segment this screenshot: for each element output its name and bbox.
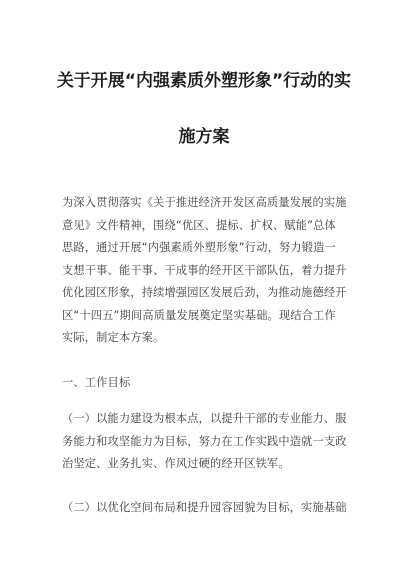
intro-line: 思路，通过开展“内强素质外塑形象”行动，努力锻造一 [62, 241, 336, 254]
intro-line: 优化园区形象，持续增强园区发展后劲，为推动施德经开 [62, 286, 347, 299]
goal-item-2 [62, 497, 362, 520]
goal-item-1-line: （一）以能力建设为根本点，以提升干部的专业能力、服 [62, 412, 347, 425]
goal-item-2-line: （二）以优化空间布局和提升园容园貌为目标，实施基础 [62, 501, 347, 514]
section-heading-work-goals [62, 372, 362, 395]
goal-item-1 [62, 408, 362, 476]
document-title-line-1: 关于开展“内强素质外塑形象”行动的实 [56, 71, 352, 91]
intro-line: 实际，制定本方案。 [62, 331, 165, 344]
goal-item-1-line: 务能力和攻坚能力为目标，努力在工作实践中造就一支政 [62, 434, 347, 448]
intro-paragraph [62, 192, 362, 350]
intro-line: 意见》文件精神，围绕“优区、提标、扩权、赋能”总体 [62, 218, 336, 232]
section-heading-text: 一、工作目标 [62, 376, 131, 389]
goal-item-1-line: 治坚定、业务扎实、作风过硬的经开区铁军。 [62, 457, 290, 470]
intro-line: 为深入贯彻落实《关于推进经济开发区高质量发展的实施 [62, 196, 347, 209]
intro-line: 区“十四五”期间高质量发展奠定坚实基础。现结合工作 [62, 308, 336, 322]
intro-line: 支想干事、能干事、干成事的经开区干部队伍，着力提升 [62, 263, 347, 277]
document-title-line-2: 施方案 [178, 127, 230, 147]
